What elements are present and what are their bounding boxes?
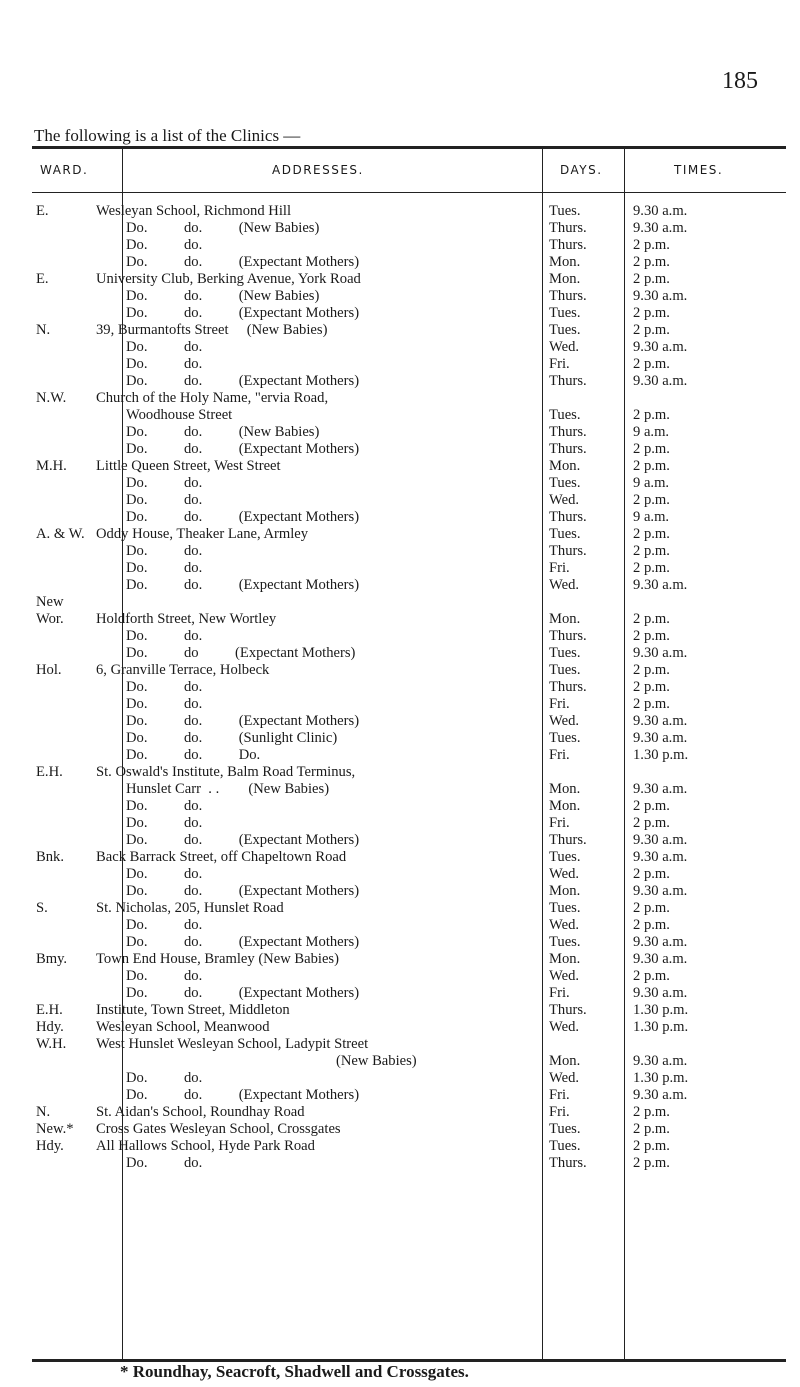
- table-row: [32, 781, 786, 798]
- time-cell: 9 a.m.: [633, 424, 670, 440]
- table-row: [32, 458, 786, 475]
- table-row: [32, 747, 786, 764]
- day-cell: Thurs.: [549, 832, 587, 848]
- time-cell: 1.30 p.m.: [633, 1002, 689, 1018]
- table-row: [32, 560, 786, 577]
- ward-cell: Bmy.: [36, 951, 68, 967]
- time-cell: 1.30 p.m.: [633, 1070, 689, 1086]
- table-row: [32, 509, 786, 526]
- address-cell: Church of the Holy Name, "ervia Road,: [96, 390, 329, 406]
- table-row: [32, 237, 786, 254]
- time-cell: 2 p.m.: [633, 1121, 670, 1137]
- ward-cell: New: [36, 594, 64, 610]
- ward-cell: Hdy.: [36, 1138, 64, 1154]
- address-cell: Do. do. (Expectant Mothers): [126, 254, 360, 270]
- time-cell: 9.30 a.m.: [633, 288, 688, 304]
- time-cell: 2 p.m.: [633, 900, 670, 916]
- day-cell: Fri.: [549, 356, 570, 372]
- address-cell: Hunslet Carr . . (New Babies): [126, 781, 330, 797]
- day-cell: Thurs.: [549, 424, 587, 440]
- table-row: [32, 254, 786, 271]
- address-cell: Do. do.: [126, 798, 203, 814]
- day-cell: Thurs.: [549, 237, 587, 253]
- day-cell: Thurs.: [549, 543, 587, 559]
- time-cell: 9.30 a.m.: [633, 373, 688, 389]
- time-cell: 9.30 a.m.: [633, 577, 688, 593]
- time-cell: 9.30 a.m.: [633, 730, 688, 746]
- table-row: [32, 713, 786, 730]
- time-cell: 9 a.m.: [633, 509, 670, 525]
- time-cell: 9.30 a.m.: [633, 645, 688, 661]
- ward-cell: E.H.: [36, 764, 63, 780]
- address-cell: (New Babies): [336, 1053, 417, 1069]
- day-cell: Wed.: [549, 577, 580, 593]
- time-cell: 2 p.m.: [633, 271, 670, 287]
- address-cell: University Club, Berking Avenue, York Road: [96, 271, 361, 287]
- day-cell: Tues.: [549, 1138, 581, 1154]
- address-cell: Do. do.: [126, 475, 203, 491]
- day-cell: Wed.: [549, 968, 580, 984]
- page-number: 185: [722, 68, 758, 94]
- table-row: [32, 1002, 786, 1019]
- intro-text: The following is a list of the Clinics —: [34, 126, 301, 145]
- address-cell: Do. do.: [126, 968, 203, 984]
- address-cell: West Hunslet Wesleyan School, Ladypit Street: [96, 1036, 369, 1052]
- address-cell: Do. do. (Expectant Mothers): [126, 305, 360, 321]
- header-days: DAYS.: [560, 163, 603, 177]
- ward-cell: A. & W.: [36, 526, 85, 542]
- header-rule: [32, 192, 786, 193]
- address-cell: St. Oswald's Institute, Balm Road Terminus,: [96, 764, 356, 780]
- day-cell: Thurs.: [549, 628, 587, 644]
- address-cell: Do. do. (Expectant Mothers): [126, 577, 360, 593]
- ward-cell: M.H.: [36, 458, 67, 474]
- table-row: [32, 339, 786, 356]
- time-cell: 2 p.m.: [633, 1138, 670, 1154]
- table-row: [32, 849, 786, 866]
- table-row: [32, 271, 786, 288]
- table-row: [32, 305, 786, 322]
- address-cell: Do. do.: [126, 696, 203, 712]
- address-cell: Do. do.: [126, 917, 203, 933]
- day-cell: Thurs.: [549, 220, 587, 236]
- address-cell: Do. do. (Expectant Mothers): [126, 509, 360, 525]
- time-cell: 9.30 a.m.: [633, 781, 688, 797]
- day-cell: Wed.: [549, 1019, 580, 1035]
- day-cell: Wed.: [549, 1070, 580, 1086]
- day-cell: Tues.: [549, 645, 581, 661]
- address-cell: Town End House, Bramley (New Babies): [96, 951, 339, 967]
- ward-cell: E.H.: [36, 1002, 63, 1018]
- address-cell: Do. do.: [126, 815, 203, 831]
- day-cell: Wed.: [549, 492, 580, 508]
- address-cell: Do. do.: [126, 492, 203, 508]
- clinics-table: [32, 146, 786, 1362]
- day-cell: Wed.: [549, 866, 580, 882]
- time-cell: 2 p.m.: [633, 254, 670, 270]
- time-cell: 9.30 a.m.: [633, 985, 688, 1001]
- day-cell: Thurs.: [549, 288, 587, 304]
- table-row: [32, 934, 786, 951]
- table-row: [32, 424, 786, 441]
- time-cell: 1.30 p.m.: [633, 747, 689, 763]
- table-row: [32, 815, 786, 832]
- table-row: [32, 577, 786, 594]
- table-row: [32, 985, 786, 1002]
- time-cell: 2 p.m.: [633, 322, 670, 338]
- address-cell: Cross Gates Wesleyan School, Crossgates: [96, 1121, 341, 1137]
- table-row: [32, 594, 786, 611]
- ward-cell: N.W.: [36, 390, 67, 406]
- table-row: [32, 390, 786, 407]
- time-cell: 9.30 a.m.: [633, 849, 688, 865]
- day-cell: Tues.: [549, 305, 581, 321]
- address-cell: Do. do.: [126, 1070, 203, 1086]
- table-row: [32, 968, 786, 985]
- time-cell: 1.30 p.m.: [633, 1019, 689, 1035]
- table-row: [32, 611, 786, 628]
- time-cell: 2 p.m.: [633, 866, 670, 882]
- table-row: [32, 900, 786, 917]
- ward-cell: Bnk.: [36, 849, 64, 865]
- day-cell: Mon.: [549, 1053, 581, 1069]
- day-cell: Tues.: [549, 662, 581, 678]
- table-row: [32, 1070, 786, 1087]
- time-cell: 9.30 a.m.: [633, 203, 688, 219]
- address-cell: Do. do (Expectant Mothers): [126, 645, 356, 661]
- day-cell: Tues.: [549, 203, 581, 219]
- address-cell: St. Aidan's School, Roundhay Road: [96, 1104, 305, 1120]
- day-cell: Tues.: [549, 730, 581, 746]
- time-cell: 9.30 a.m.: [633, 713, 688, 729]
- header-ward: WARD.: [40, 163, 89, 177]
- address-cell: Institute, Town Street, Middleton: [96, 1002, 290, 1018]
- table-row: [32, 764, 786, 781]
- address-cell: Do. do.: [126, 543, 203, 559]
- address-cell: Do. do. (Expectant Mothers): [126, 934, 360, 950]
- header-times: TIMES.: [674, 163, 724, 177]
- time-cell: 2 p.m.: [633, 815, 670, 831]
- time-cell: 9.30 a.m.: [633, 883, 688, 899]
- table-row: [32, 866, 786, 883]
- day-cell: Tues.: [549, 407, 581, 423]
- table-row: [32, 1036, 786, 1053]
- table-row: [32, 1053, 786, 1070]
- address-cell: Do. do. (New Babies): [126, 288, 320, 304]
- header-addresses: ADDRESSES.: [272, 163, 364, 177]
- time-cell: 2 p.m.: [633, 1155, 670, 1171]
- day-cell: Fri.: [549, 747, 570, 763]
- ward-cell: Wor.: [36, 611, 64, 627]
- day-cell: Fri.: [549, 815, 570, 831]
- ward-cell: W.H.: [36, 1036, 67, 1052]
- day-cell: Mon.: [549, 271, 581, 287]
- day-cell: Thurs.: [549, 373, 587, 389]
- time-cell: 2 p.m.: [633, 560, 670, 576]
- table-row: [32, 1138, 786, 1155]
- time-cell: 9.30 a.m.: [633, 339, 688, 355]
- ward-cell: Hol.: [36, 662, 62, 678]
- day-cell: Fri.: [549, 1104, 570, 1120]
- address-cell: 39, Burmantofts Street (New Babies): [96, 322, 328, 338]
- time-cell: 2 p.m.: [633, 458, 670, 474]
- table-row: [32, 917, 786, 934]
- table-row: [32, 220, 786, 237]
- time-cell: 2 p.m.: [633, 407, 670, 423]
- day-cell: Tues.: [549, 849, 581, 865]
- table-row: [32, 543, 786, 560]
- address-cell: Do. do. (New Babies): [126, 424, 320, 440]
- time-cell: 2 p.m.: [633, 543, 670, 559]
- address-cell: Do. do. (New Babies): [126, 220, 320, 236]
- time-cell: 9.30 a.m.: [633, 832, 688, 848]
- day-cell: Mon.: [549, 254, 581, 270]
- table-row: [32, 1155, 786, 1172]
- table-row: [32, 526, 786, 543]
- address-cell: Do. do. (Expectant Mothers): [126, 985, 360, 1001]
- table-row: [32, 492, 786, 509]
- day-cell: Mon.: [549, 458, 581, 474]
- table-row: [32, 628, 786, 645]
- day-cell: Thurs.: [549, 679, 587, 695]
- ward-cell: N.: [36, 1104, 51, 1120]
- day-cell: Mon.: [549, 798, 581, 814]
- address-cell: Do. do.: [126, 679, 203, 695]
- time-cell: 2 p.m.: [633, 305, 670, 321]
- time-cell: 9.30 a.m.: [633, 1053, 688, 1069]
- address-cell: Do. do. (Expectant Mothers): [126, 373, 360, 389]
- table-row: [32, 356, 786, 373]
- address-cell: All Hallows School, Hyde Park Road: [96, 1138, 315, 1154]
- table-body: [32, 203, 786, 1172]
- table-row: [32, 441, 786, 458]
- time-cell: 2 p.m.: [633, 526, 670, 542]
- address-cell: Do. do. (Expectant Mothers): [126, 713, 360, 729]
- time-cell: 2 p.m.: [633, 679, 670, 695]
- table-row: [32, 407, 786, 424]
- time-cell: 2 p.m.: [633, 968, 670, 984]
- table-row: [32, 203, 786, 220]
- time-cell: 2 p.m.: [633, 662, 670, 678]
- day-cell: Fri.: [549, 1087, 570, 1103]
- time-cell: 9 a.m.: [633, 475, 670, 491]
- day-cell: Tues.: [549, 322, 581, 338]
- day-cell: Tues.: [549, 1121, 581, 1137]
- table-row: [32, 322, 786, 339]
- table-row: [32, 951, 786, 968]
- address-cell: Do. do.: [126, 628, 203, 644]
- day-cell: Thurs.: [549, 509, 587, 525]
- address-cell: Wesleyan School, Meanwood: [96, 1019, 270, 1035]
- table-row: [32, 1087, 786, 1104]
- address-cell: Do. do. Do.: [126, 747, 261, 763]
- table-row: [32, 730, 786, 747]
- day-cell: Mon.: [549, 781, 581, 797]
- table-row: [32, 832, 786, 849]
- table-row: [32, 1104, 786, 1121]
- day-cell: Tues.: [549, 475, 581, 491]
- address-cell: St. Nicholas, 205, Hunslet Road: [96, 900, 284, 916]
- day-cell: Fri.: [549, 696, 570, 712]
- time-cell: 2 p.m.: [633, 1104, 670, 1120]
- time-cell: 2 p.m.: [633, 611, 670, 627]
- address-cell: Do. do.: [126, 866, 203, 882]
- address-cell: Do. do.: [126, 339, 203, 355]
- table-row: [32, 645, 786, 662]
- address-cell: Do. do.: [126, 560, 203, 576]
- address-cell: Holdforth Street, New Wortley: [96, 611, 277, 627]
- time-cell: 9.30 a.m.: [633, 934, 688, 950]
- day-cell: Mon.: [549, 883, 581, 899]
- address-cell: Oddy House, Theaker Lane, Armley: [96, 526, 309, 542]
- table-row: [32, 475, 786, 492]
- time-cell: 9.30 a.m.: [633, 220, 688, 236]
- time-cell: 2 p.m.: [633, 237, 670, 253]
- table-row: [32, 1019, 786, 1036]
- table-row: [32, 288, 786, 305]
- address-cell: 6, Granville Terrace, Holbeck: [96, 662, 270, 678]
- time-cell: 2 p.m.: [633, 917, 670, 933]
- time-cell: 2 p.m.: [633, 798, 670, 814]
- day-cell: Tues.: [549, 526, 581, 542]
- table-row: [32, 883, 786, 900]
- address-cell: Woodhouse Street: [126, 407, 233, 423]
- time-cell: 2 p.m.: [633, 356, 670, 372]
- day-cell: Tues.: [549, 900, 581, 916]
- time-cell: 9.30 a.m.: [633, 951, 688, 967]
- address-cell: Do. do. (Expectant Mothers): [126, 883, 360, 899]
- table-row: [32, 798, 786, 815]
- day-cell: Mon.: [549, 951, 581, 967]
- address-cell: Back Barrack Street, off Chapeltown Road: [96, 849, 347, 865]
- time-cell: 9.30 a.m.: [633, 1087, 688, 1103]
- day-cell: Thurs.: [549, 1002, 587, 1018]
- table-row: [32, 679, 786, 696]
- time-cell: 2 p.m.: [633, 628, 670, 644]
- address-cell: Do. do.: [126, 356, 203, 372]
- day-cell: Wed.: [549, 339, 580, 355]
- footnote: * Roundhay, Seacroft, Shadwell and Crossgates.: [120, 1362, 469, 1381]
- day-cell: Fri.: [549, 560, 570, 576]
- address-cell: Do. do.: [126, 1155, 203, 1171]
- day-cell: Thurs.: [549, 1155, 587, 1171]
- address-cell: Do. do. (Sunlight Clinic): [126, 730, 338, 746]
- ward-cell: Hdy.: [36, 1019, 64, 1035]
- table-row: [32, 1121, 786, 1138]
- address-cell: Do. do. (Expectant Mothers): [126, 441, 360, 457]
- address-cell: Do. do.: [126, 237, 203, 253]
- ward-cell: S.: [36, 900, 48, 916]
- ward-cell: N.: [36, 322, 51, 338]
- day-cell: Wed.: [549, 713, 580, 729]
- table-row: [32, 373, 786, 390]
- time-cell: 2 p.m.: [633, 441, 670, 457]
- table-row: [32, 662, 786, 679]
- time-cell: 2 p.m.: [633, 492, 670, 508]
- time-cell: 2 p.m.: [633, 696, 670, 712]
- address-cell: Do. do. (Expectant Mothers): [126, 1087, 360, 1103]
- table-row: [32, 696, 786, 713]
- day-cell: Wed.: [549, 917, 580, 933]
- day-cell: Thurs.: [549, 441, 587, 457]
- day-cell: Tues.: [549, 934, 581, 950]
- ward-cell: E.: [36, 271, 49, 287]
- ward-cell: New.*: [36, 1121, 74, 1137]
- day-cell: Fri.: [549, 985, 570, 1001]
- ward-cell: E.: [36, 203, 49, 219]
- day-cell: Mon.: [549, 611, 581, 627]
- address-cell: Do. do. (Expectant Mothers): [126, 832, 360, 848]
- address-cell: Wesleyan School, Richmond Hill: [96, 203, 292, 219]
- address-cell: Little Queen Street, West Street: [96, 458, 281, 474]
